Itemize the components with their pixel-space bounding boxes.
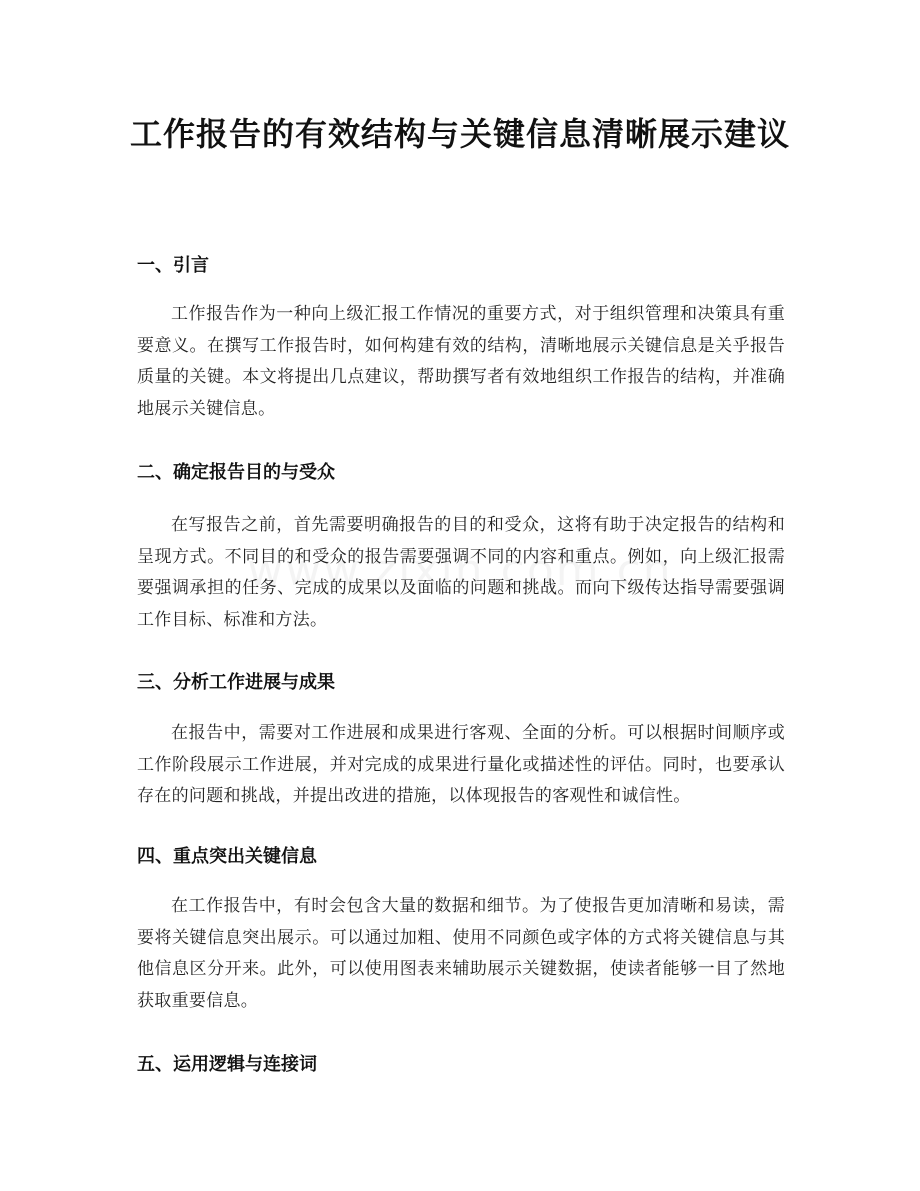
section-heading-logic-connectives: 五、运用逻辑与连接词 (137, 1054, 317, 1075)
section-heading-progress-results: 三、分析工作进展与成果 (137, 672, 335, 693)
section-paragraph-key-info: 在工作报告中，有时会包含大量的数据和细节。为了使报告更加清晰和易读，需要将关键信息突出展示。可以通过加粗、使用不同颜色或字体的方式将关键信息与其他信息区分开来。此外，可以使用图表来辅助展示关键数据，使读者能够一目了然地获取重要信息。 (137, 896, 785, 1011)
section-heading-key-info: 四、重点突出关键信息 (137, 846, 317, 867)
section-paragraph-intro: 工作报告作为一种向上级汇报工作情况的重要方式，对于组织管理和决策具有重要意义。在撰写工作报告时，如何构建有效的结构，清晰地展示关键信息是关乎报告质量的关键。本文将提出几点建议，帮助撰写者有效地组织工作报告的结构，并准确地展示关键信息。 (137, 304, 785, 419)
section-paragraph-purpose-audience: 在写报告之前，首先需要明确报告的目的和受众，这将有助于决定报告的结构和呈现方式。不同目的和受众的报告需要强调不同的内容和重点。例如，向上级汇报需要强调承担的任务、完成的成果以及面临的问题和挑战。而向下级传达指导需要强调工作目标、标准和方法。 (137, 515, 785, 630)
section-paragraph-progress-results: 在报告中，需要对工作进展和成果进行客观、全面的分析。可以根据时间顺序或工作阶段展示工作进展，并对完成的成果进行量化或描述性的评估。同时，也要承认存在的问题和挑战，并提出改进的措施，以体现报告的客观性和诚信性。 (137, 723, 785, 807)
section-heading-purpose-audience: 二、确定报告目的与受众 (137, 462, 335, 483)
section-heading-intro: 一、引言 (137, 255, 209, 276)
document-title: 工作报告的有效结构与关键信息清晰展示建议 (129, 115, 790, 153)
